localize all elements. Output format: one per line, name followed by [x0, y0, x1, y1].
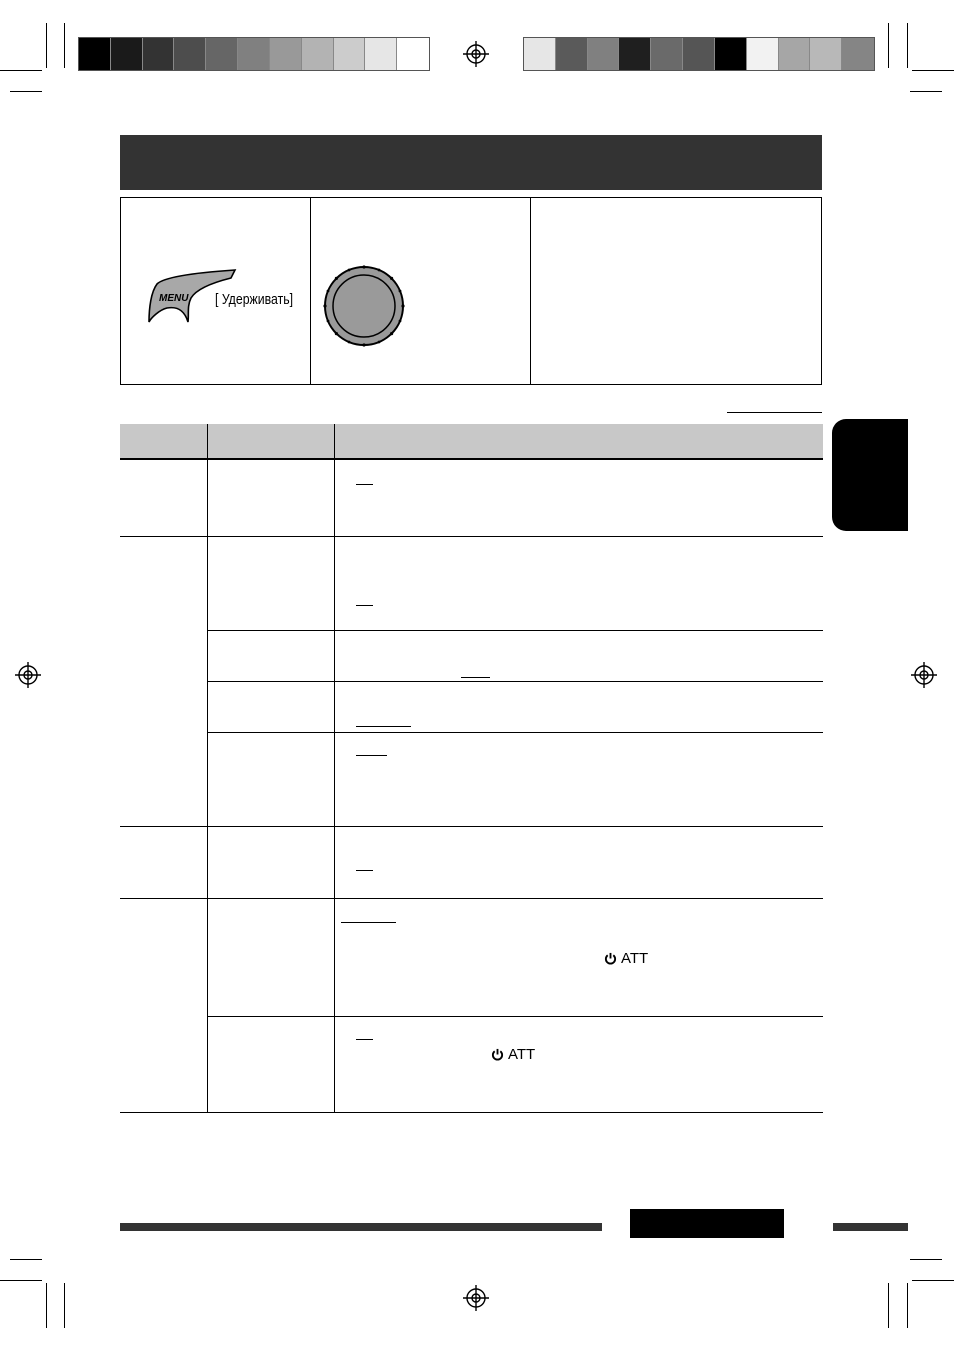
crop-mark [907, 23, 908, 68]
default-marker [356, 605, 373, 606]
settings-table [120, 424, 823, 1114]
color-calibration-bar-left [78, 37, 430, 71]
column-divider [207, 424, 208, 1112]
power-icon [604, 952, 617, 965]
registration-mark-icon [463, 41, 489, 67]
crop-mark [888, 23, 889, 68]
calibration-swatch [238, 38, 270, 70]
att-label: ATT [621, 950, 649, 967]
language-side-tab [832, 419, 908, 531]
row-divider [120, 826, 823, 827]
step-box-description [530, 197, 822, 385]
calibration-swatch [556, 38, 588, 70]
step-box-dial [310, 197, 531, 385]
calibration-swatch [302, 38, 334, 70]
row-divider [207, 681, 823, 682]
crop-mark [64, 1283, 65, 1328]
section-header-bar [120, 135, 822, 190]
calibration-swatch [842, 38, 874, 70]
default-marker [341, 922, 396, 923]
row-divider [120, 898, 823, 899]
svg-text:MENU: MENU [159, 293, 189, 304]
default-marker [356, 1039, 373, 1040]
calibration-swatch [779, 38, 811, 70]
row-divider [207, 630, 823, 631]
registration-mark-icon [15, 662, 41, 688]
crop-mark [46, 1283, 47, 1328]
crop-mark [888, 1283, 889, 1328]
crop-mark [912, 1280, 954, 1281]
power-icon [491, 1048, 504, 1061]
control-dial-icon[interactable] [322, 264, 406, 348]
crop-mark [0, 1280, 42, 1281]
calibration-swatch [206, 38, 238, 70]
default-marker [356, 726, 411, 727]
row-divider [120, 536, 823, 537]
calibration-swatch [715, 38, 747, 70]
crop-mark [912, 70, 954, 71]
att-button-reference [604, 950, 648, 967]
footer-bar [120, 1223, 602, 1231]
att-label: ATT [508, 1046, 536, 1063]
calibration-swatch [683, 38, 715, 70]
crop-mark [10, 1259, 42, 1260]
calibration-swatch [524, 38, 556, 70]
calibration-swatch [365, 38, 397, 70]
crop-mark [64, 23, 65, 68]
calibration-swatch [619, 38, 651, 70]
crop-mark [910, 1259, 942, 1260]
default-marker [356, 484, 373, 485]
calibration-swatch [651, 38, 683, 70]
calibration-swatch [270, 38, 302, 70]
registration-mark-icon [463, 1285, 489, 1311]
hold-label: [ Удерживать] [215, 291, 294, 308]
crop-mark [10, 91, 42, 92]
crop-mark [46, 23, 47, 68]
calibration-swatch [174, 38, 206, 70]
footer-bar [833, 1223, 908, 1231]
column-divider [334, 424, 335, 1112]
color-calibration-bar-right [523, 37, 875, 71]
crop-mark [910, 91, 942, 92]
step-box-menu [120, 197, 311, 385]
default-marker [356, 870, 373, 871]
calibration-swatch [747, 38, 779, 70]
crop-mark [907, 1283, 908, 1328]
att-button-reference [491, 1046, 535, 1063]
crop-mark [0, 70, 42, 71]
calibration-swatch [111, 38, 143, 70]
page-number-box [630, 1209, 784, 1238]
calibration-swatch [588, 38, 620, 70]
calibration-swatch [79, 38, 111, 70]
default-marker [356, 755, 387, 756]
calibration-swatch [143, 38, 175, 70]
row-divider [120, 1112, 823, 1113]
calibration-swatch [397, 38, 429, 70]
row-divider [207, 1016, 823, 1017]
row-divider [207, 732, 823, 733]
registration-mark-icon [911, 662, 937, 688]
calibration-swatch [334, 38, 366, 70]
table-header-row [120, 424, 823, 460]
continued-underline [727, 412, 822, 413]
default-marker [461, 677, 490, 678]
calibration-swatch [810, 38, 842, 70]
